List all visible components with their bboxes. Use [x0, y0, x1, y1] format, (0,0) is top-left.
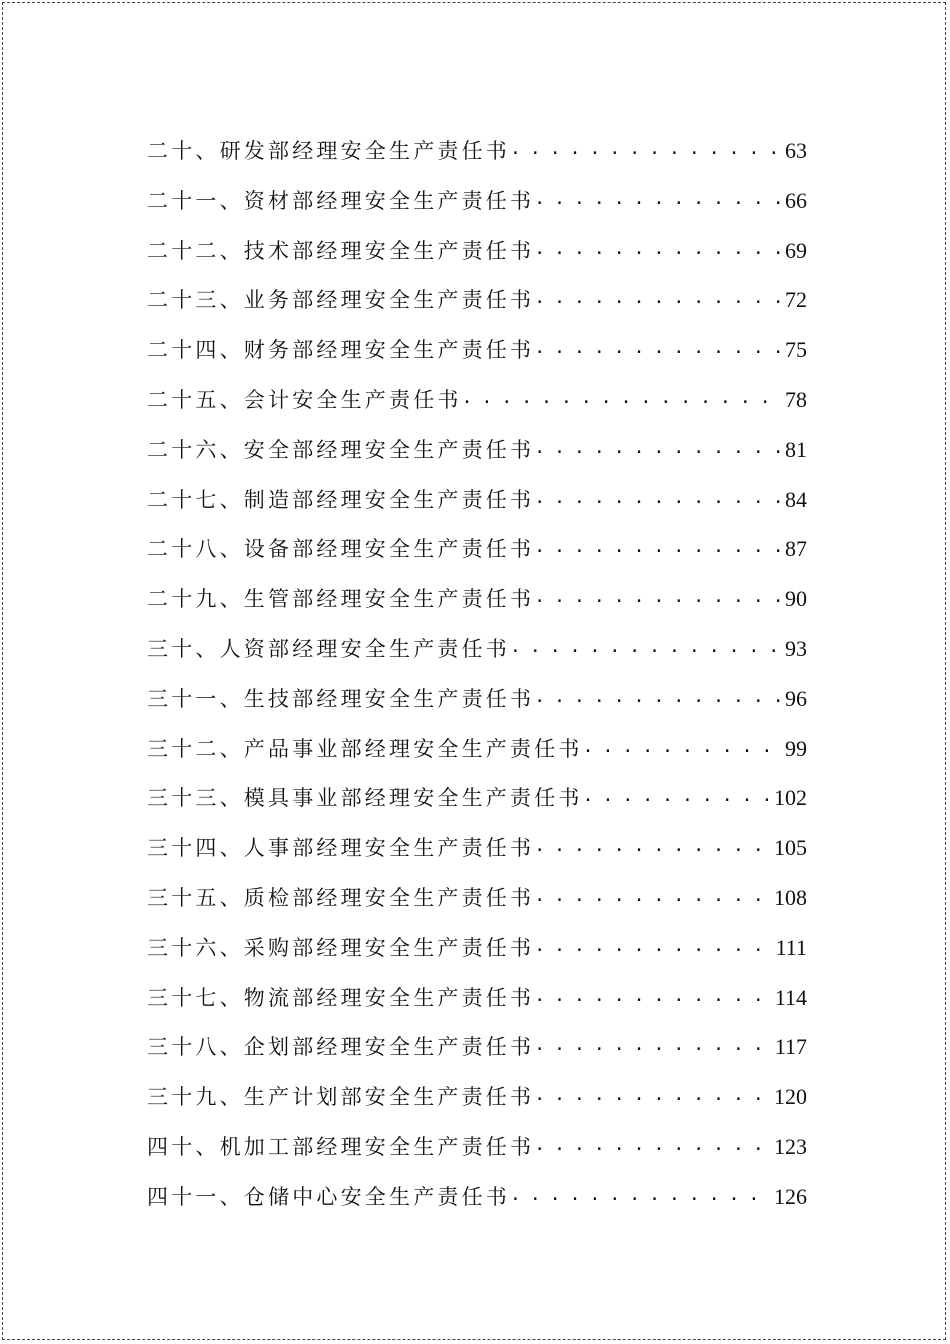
toc-entry-title: 二十八、设备部经理安全生产责任书 [147, 537, 535, 562]
toc-entry[interactable] [147, 574, 807, 624]
toc-entry-page-number: 93 [785, 635, 807, 661]
toc-entry-page-number: 72 [785, 287, 807, 313]
toc-entry-page-number: 108 [774, 884, 807, 910]
toc-entry-page-number: 120 [774, 1084, 807, 1110]
toc-dot-leader [462, 386, 783, 407]
toc-dot-leader [534, 486, 783, 507]
toc-entry-page-number: 99 [785, 735, 807, 761]
table-of-contents [147, 126, 807, 1222]
toc-entry[interactable] [147, 226, 807, 276]
toc-dot-leader [534, 237, 783, 258]
toc-entry[interactable] [147, 923, 807, 973]
toc-entry-title: 二十、研发部经理安全生产责任书 [147, 139, 510, 163]
toc-entry-page-number: 111 [775, 934, 807, 960]
toc-dot-leader [510, 137, 783, 158]
toc-entry-title: 三十八、企划部经理安全生产责任书 [147, 1035, 535, 1060]
toc-dot-leader [534, 834, 772, 855]
toc-entry-page-number: 102 [774, 785, 807, 811]
toc-dot-leader [534, 436, 783, 457]
toc-entry-title: 三十二、产品事业部经理安全生产责任书 [147, 736, 583, 761]
toc-entry[interactable] [147, 126, 807, 176]
toc-dot-leader [534, 585, 783, 606]
toc-entry-page-number: 63 [785, 138, 807, 163]
toc-entry-title: 三十九、生产计划部安全生产责任书 [147, 1085, 535, 1110]
toc-dot-leader [534, 1033, 773, 1054]
toc-entry-title: 三十七、物流部经理安全生产责任书 [147, 985, 535, 1010]
toc-entry-page-number: 69 [785, 237, 807, 263]
toc-entry[interactable] [147, 674, 807, 724]
toc-entry-page-number: 87 [785, 536, 807, 562]
toc-dot-leader [534, 685, 783, 706]
toc-entry[interactable] [147, 973, 807, 1023]
toc-dot-leader [534, 984, 773, 1005]
toc-dot-leader [534, 934, 773, 955]
toc-dot-leader [583, 784, 772, 805]
toc-entry-title: 二十一、资材部经理安全生产责任书 [147, 188, 535, 213]
toc-entry-title: 三十六、采购部经理安全生产责任书 [147, 935, 535, 960]
toc-dot-leader [534, 286, 783, 307]
toc-entry-page-number: 105 [774, 835, 807, 861]
toc-entry[interactable] [147, 823, 807, 873]
toc-entry[interactable] [147, 873, 807, 923]
toc-entry-title: 二十四、财务部经理安全生产责任书 [147, 338, 535, 363]
toc-entry[interactable] [147, 275, 807, 325]
toc-dot-leader [510, 1183, 772, 1204]
toc-entry[interactable] [147, 176, 807, 226]
toc-entry[interactable] [147, 325, 807, 375]
toc-entry[interactable] [147, 1122, 807, 1172]
toc-entry-page-number: 81 [785, 436, 807, 462]
toc-entry[interactable] [147, 1172, 807, 1222]
toc-entry[interactable] [147, 425, 807, 475]
toc-entry-title: 二十五、会计安全生产责任书 [147, 387, 462, 412]
toc-dot-leader [534, 1133, 772, 1154]
toc-entry-title: 三十三、模具事业部经理安全生产责任书 [147, 786, 583, 811]
toc-entry-title: 四十一、仓储中心安全生产责任书 [147, 1184, 510, 1209]
toc-entry[interactable] [147, 724, 807, 774]
toc-entry[interactable] [147, 773, 807, 823]
toc-entry-title: 二十九、生管部经理安全生产责任书 [147, 587, 535, 612]
toc-dot-leader [534, 1083, 772, 1104]
toc-entry[interactable] [147, 624, 807, 674]
toc-entry-title: 三十一、生技部经理安全生产责任书 [147, 686, 535, 711]
toc-entry-page-number: 123 [774, 1133, 807, 1159]
toc-entry-page-number: 84 [785, 486, 807, 512]
toc-entry-title: 四十、机加工部经理安全生产责任书 [147, 1134, 535, 1159]
toc-entry[interactable] [147, 524, 807, 574]
toc-dot-leader [534, 336, 783, 357]
toc-entry-title: 二十三、业务部经理安全生产责任书 [147, 288, 535, 313]
toc-entry-title: 三十四、人事部经理安全生产责任书 [147, 836, 535, 861]
toc-entry-title: 三十五、质检部经理安全生产责任书 [147, 885, 535, 910]
toc-entry[interactable] [147, 475, 807, 525]
toc-entry-title: 二十六、安全部经理安全生产责任书 [147, 437, 535, 462]
toc-entry-title: 二十七、制造部经理安全生产责任书 [147, 487, 535, 512]
toc-dot-leader [510, 635, 783, 656]
toc-entry[interactable] [147, 375, 807, 425]
toc-entry-page-number: 66 [785, 187, 807, 213]
toc-entry-page-number: 96 [785, 685, 807, 711]
toc-dot-leader [534, 535, 783, 556]
toc-dot-leader [583, 735, 783, 756]
toc-entry-page-number: 78 [785, 386, 807, 412]
toc-entry-page-number: 114 [774, 984, 807, 1010]
toc-entry-page-number: 126 [774, 1183, 807, 1209]
toc-entry-title: 三十、人资部经理安全生产责任书 [147, 636, 510, 661]
toc-entry[interactable] [147, 1022, 807, 1072]
toc-dot-leader [534, 187, 783, 208]
toc-entry-page-number: 117 [774, 1034, 807, 1060]
toc-entry-page-number: 90 [785, 586, 807, 612]
toc-entry[interactable] [147, 1072, 807, 1122]
toc-entry-page-number: 75 [785, 337, 807, 363]
toc-dot-leader [534, 884, 772, 905]
toc-entry-title: 二十二、技术部经理安全生产责任书 [147, 238, 535, 263]
